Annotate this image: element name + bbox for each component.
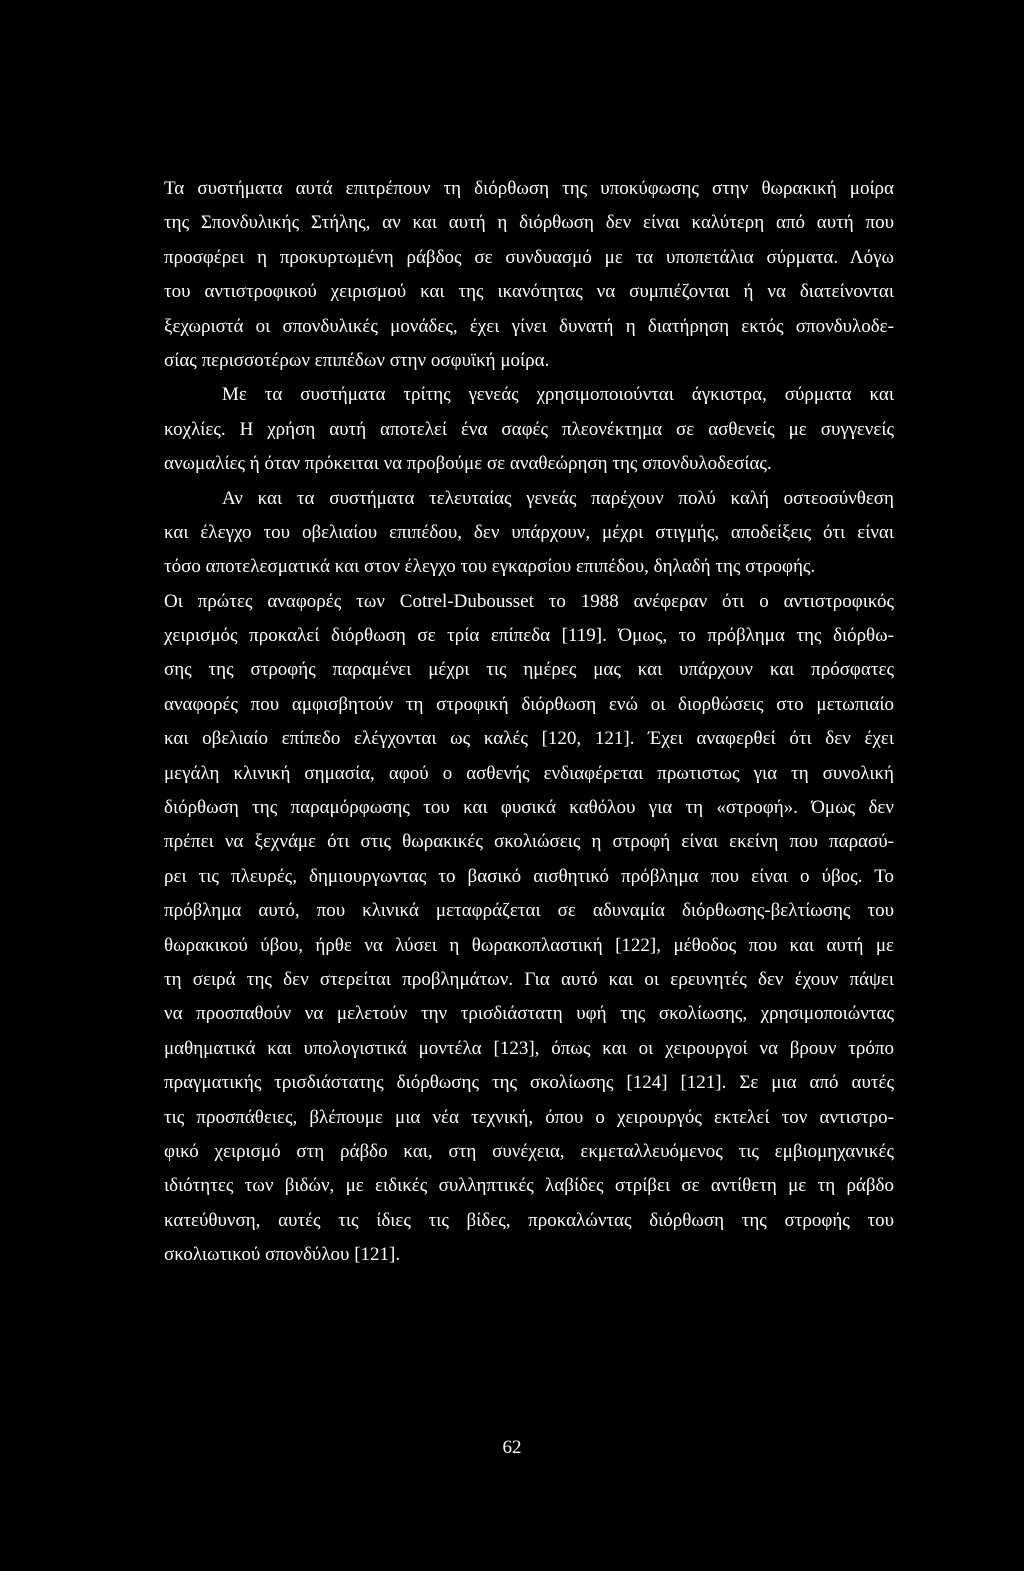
text-line: τόσο αποτελεσματικά και στον έλεγχο του εγκαρσίου επιπέδου, δηλαδή της στροφής. [164, 556, 816, 578]
body-text [164, 172, 894, 1273]
text-line: προσφέρει η προκυρτωμένη ράβδος σε συνδυασμό με τα υποπετάλια σύρματα. Λόγω [164, 246, 894, 268]
text-line: χειρισμός προκαλεί διόρθωση σε τρία επίπεδα [119]. Όμως, το πρόβλημα της διόρθω- [164, 625, 894, 647]
text-line: πρέπει να ξεχνάμε ότι στις θωρακικές σκολιώσεις η στροφή είναι εκείνη που παρασύ- [164, 831, 894, 853]
text-line: σης της στροφής παραμένει μέχρι τις ημέρες μας και υπάρχουν και πρόσφατες [164, 659, 894, 681]
text-line: Οι πρώτες αναφορές των Cotrel-Dubousset το 1988 ανέφεραν ότι ο αντιστροφικός [164, 590, 894, 612]
text-line: τις προσπάθειες, βλέπουμε μια νέα τεχνική, όπου ο χειρουργός εκτελεί τον αντιστρο- [164, 1106, 894, 1128]
text-line: και έλεγχο του οβελιαίου επιπέδου, δεν υπάρχουν, μέχρι στιγμής, αποδείξεις ότι είναι [164, 521, 894, 543]
text-line: σίας περισσοτέρων επιπέδων στην οσφυϊκή μοίρα. [164, 349, 550, 371]
text-line: Τα συστήματα αυτά επιτρέπουν τη διόρθωση της υποκύφωσης στην θωρακική μοίρα [164, 178, 894, 199]
text-line: διόρθωση της παραμόρφωσης του και φυσικά καθόλου για τη «στροφή». Όμως δεν [164, 797, 894, 819]
text-line: της Σπονδυλικής Στήλης, αν και αυτή η διόρθωση δεν είναι καλύτερη από αυτή που [164, 212, 894, 234]
text-line: κοχλίες. Η χρήση αυτή αποτελεί ένα σαφές πλεονέκτημα σε ασθενείς με συγγενείς [164, 418, 894, 440]
text-line: τη σειρά της δεν στερείται προβλημάτων. Για αυτό και οι ερευνητές δεν έχουν πάψει [164, 968, 894, 990]
text-line: σκολιωτικού σπονδύλου [121]. [164, 1244, 401, 1266]
text-line: Αν και τα συστήματα τελευταίας γενεάς παρέχουν πολύ καλή οστεοσύνθεση [222, 487, 894, 509]
text-line: ρει τις πλευρές, δημιουργωντας το βασικό αισθητικό πρόβλημα που είναι ο ύβος. Το [164, 865, 894, 887]
text-line: πρόβλημα αυτό, που κλινικά μεταφράζεται σε αδυναμία διόρθωσης-βελτίωσης του [164, 900, 894, 922]
text-line: μεγάλη κλινική σημασία, αφού ο ασθενής ενδιαφέρεται πρωτιστως για τη συνολική [164, 762, 894, 784]
text-line: Με τα συστήματα τρίτης γενεάς χρησιμοποιούνται άγκιστρα, σύρματα και [222, 384, 894, 406]
text-line: του αντιστροφικού χειρισμού και της ικανότητας να συμπιέζονται ή να διατείνονται [164, 281, 894, 303]
text-line: κατεύθυνση, αυτές τις ίδιες τις βίδες, προκαλώντας διόρθωση της στροφής του [164, 1209, 894, 1231]
text-line: θωρακικού ύβου, ήρθε να λύσει η θωρακοπλαστική [122], μέθοδος που και αυτή με [164, 934, 894, 956]
text-line: πραγματικής τρισδιάστατης διόρθωσης της σκολίωσης [124] [121]. Σε μια από αυτές [164, 1072, 894, 1094]
text-line: μαθηματικά και υπολογιστικά μοντέλα [123], όπως και οι χειρουργοί να βρουν τρόπο [164, 1037, 894, 1059]
text-line: αναφορές που αμφισβητούν τη στροφική διόρθωση ενώ οι διορθώσεις στο μετωπιαίο [164, 693, 894, 715]
text-line: φικό χειρισμό στη ράβδο και, στη συνέχεια, εκμεταλλευόμενος τις εμβιομηχανικές [164, 1140, 894, 1162]
text-line: ιδιότητες των βιδών, με ειδικές συλληπτικές λαβίδες στρίβει σε αντίθετη με τη ράβδο [164, 1175, 894, 1197]
text-line: και οβελιαίο επίπεδο ελέγχονται ως καλές [120, 121]. Έχει αναφερθεί ότι δεν έχει [164, 728, 894, 750]
text-line: ξεχωριστά οι σπονδυλικές μονάδες, έχει γίνει δυνατή η διατήρηση εκτός σπονδυλοδε- [164, 315, 894, 337]
text-line: ανωμαλίες ή όταν πρόκειται να προβούμε σε αναθεώρηση της σπονδυλοδεσίας. [164, 453, 772, 475]
text-line: να προσπαθούν να μελετούν την τρισδιάστατη υφή της σκολίωσης, χρησιμοποιώντας [164, 1003, 894, 1025]
page-number: 62 [502, 1437, 522, 1458]
